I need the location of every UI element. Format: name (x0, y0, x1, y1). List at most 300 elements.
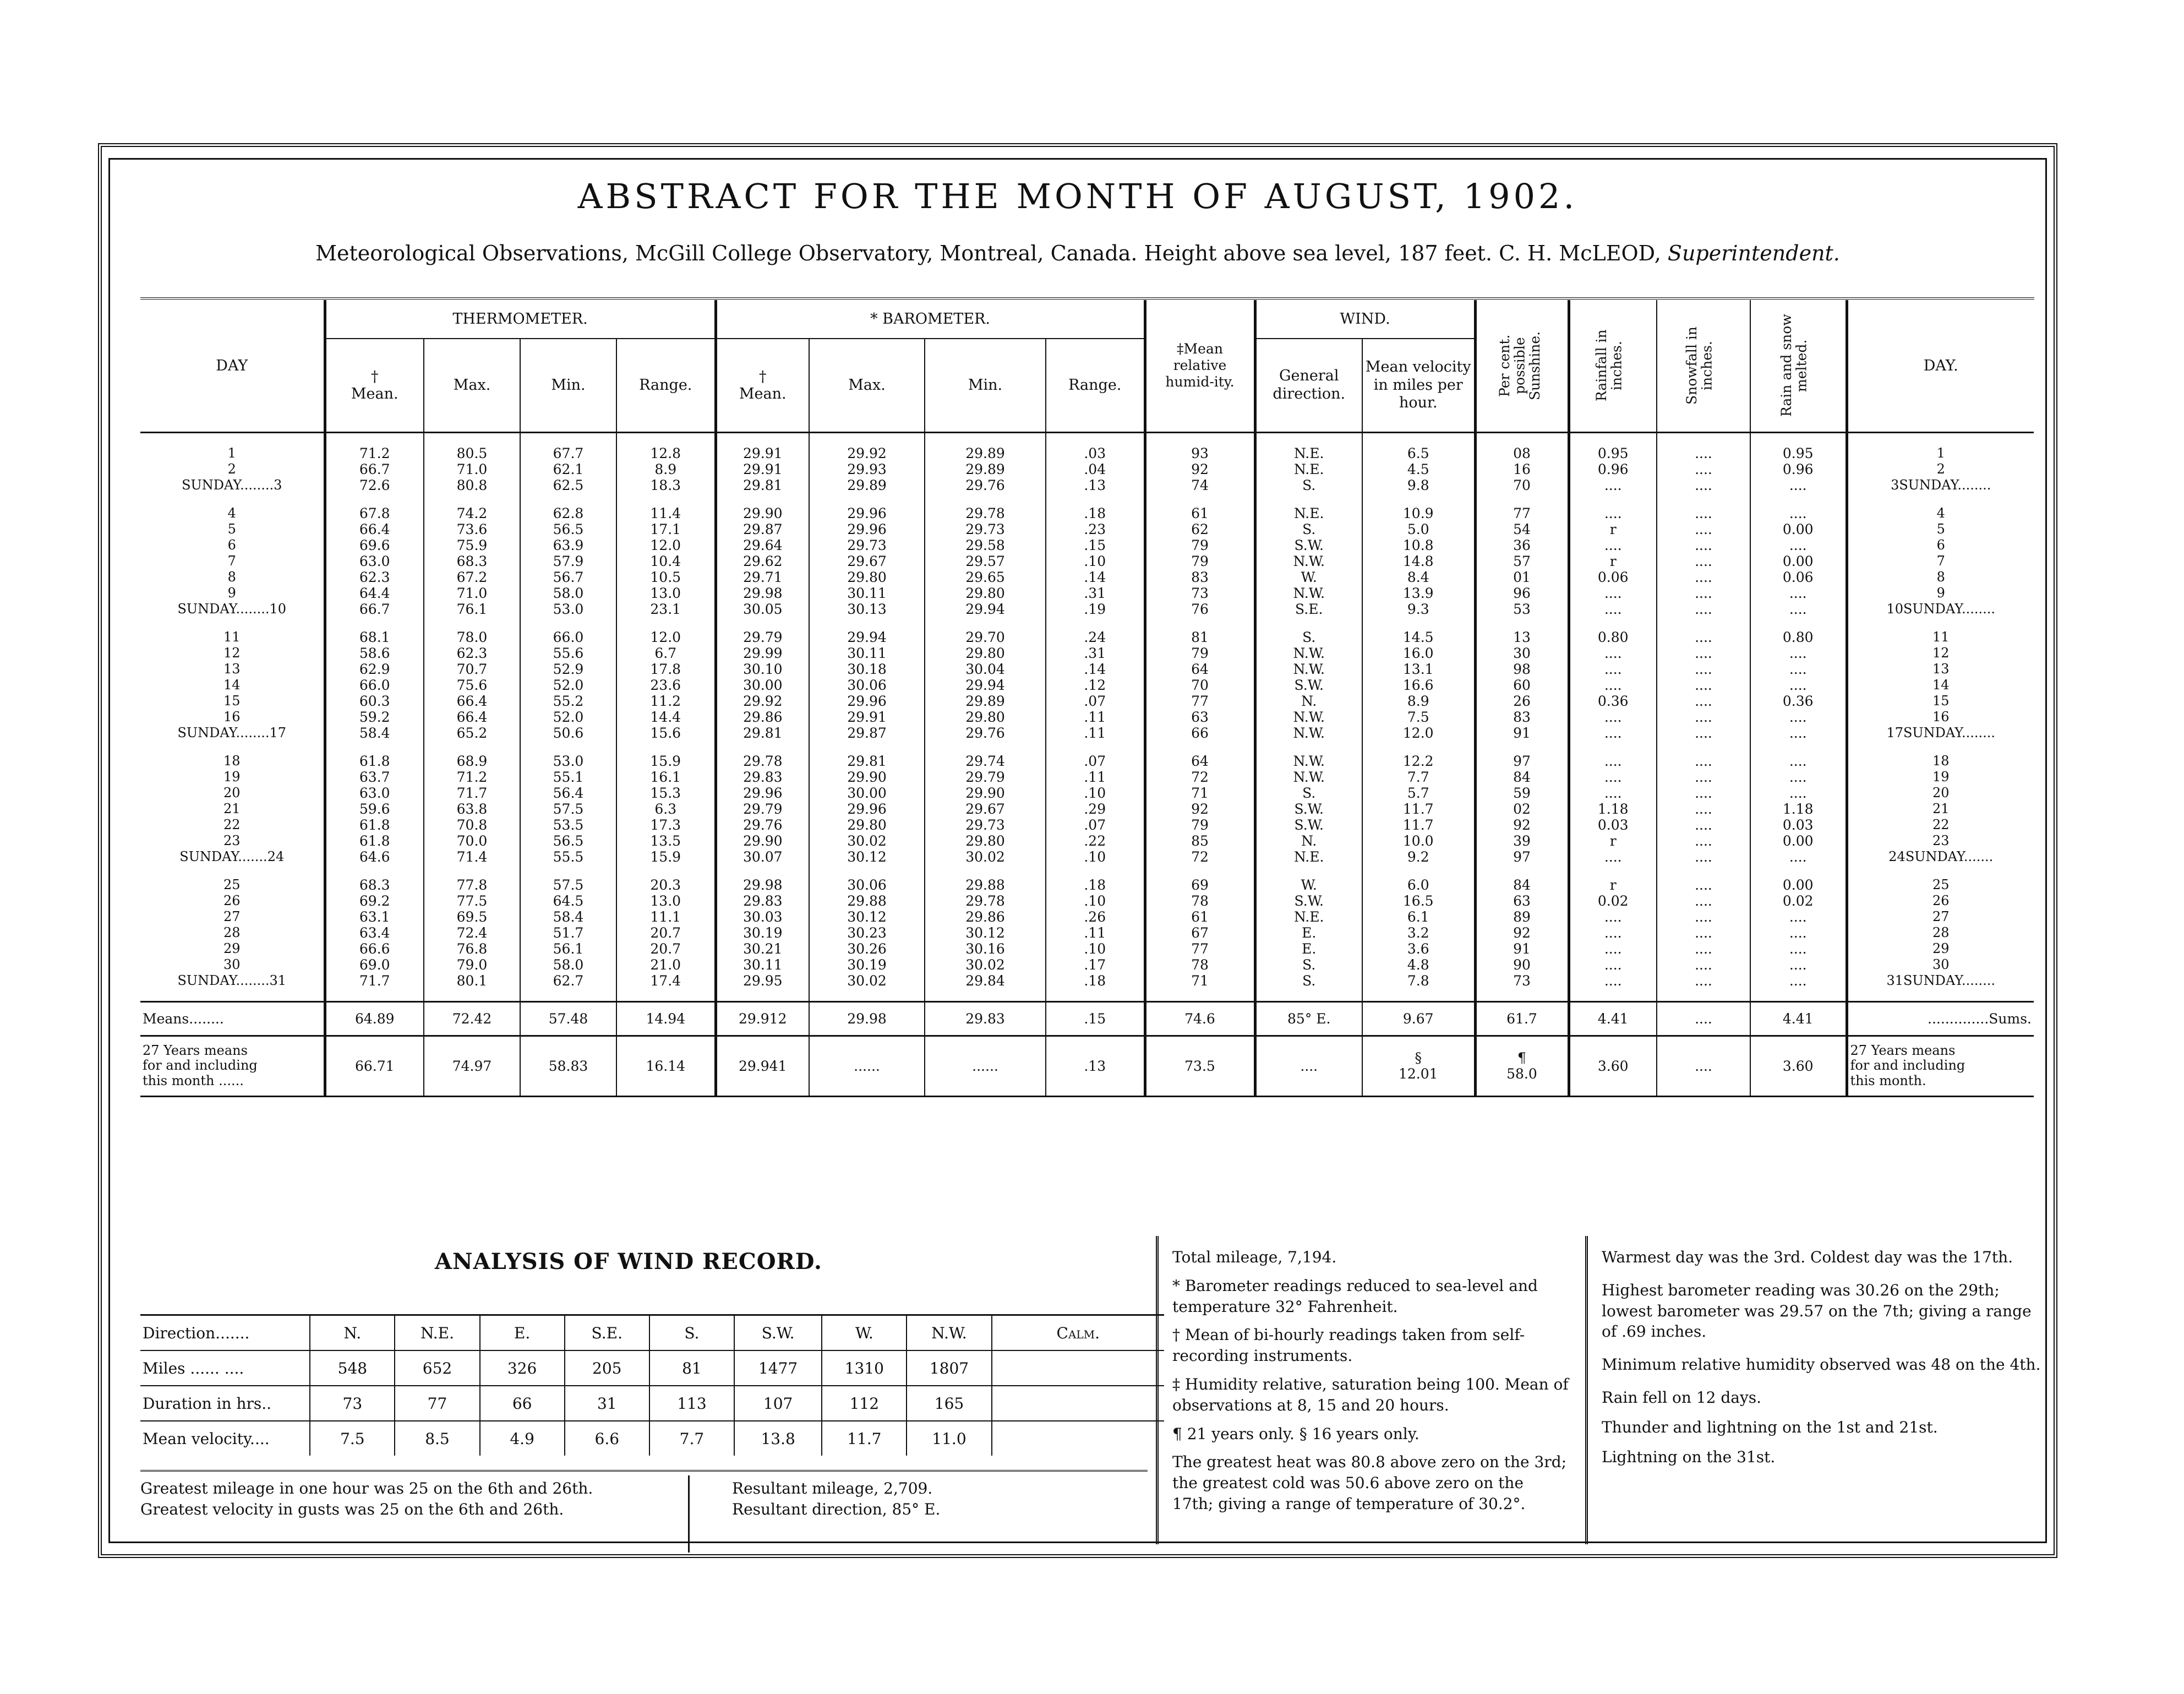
wind-row-label: Direction....... (140, 1315, 310, 1351)
cell-bm: 29.95 (716, 973, 809, 989)
gap-cell (1847, 432, 2034, 445)
gap-cell (1657, 741, 1750, 753)
cell-bm: 30.00 (716, 677, 809, 693)
row-gap (140, 865, 2034, 877)
cell-tx: 68.3 (424, 553, 520, 569)
baro-min-header: Min. (925, 339, 1046, 432)
page-title: ABSTRACT FOR THE MONTH OF AUGUST, 1902. (577, 176, 1578, 216)
cell-rs: .... (1750, 645, 1847, 661)
cell-s: 89 (1475, 909, 1569, 925)
cell-bx: 30.26 (809, 941, 925, 957)
cell-tn: 63.9 (520, 537, 616, 553)
day-label (140, 585, 325, 601)
cell-bn: 29.88 (925, 877, 1046, 893)
cell-rf: .... (1569, 645, 1657, 661)
cell-s: 39 (1475, 833, 1569, 849)
cell-tr: 20.7 (616, 925, 716, 941)
cell-tn: 62.8 (520, 505, 616, 521)
cell-rf: .... (1569, 661, 1657, 677)
gap-cell (809, 617, 925, 629)
cell-tn: 62.1 (520, 461, 616, 477)
cell-bm: 29.90 (716, 833, 809, 849)
cell-wd: E. (1255, 941, 1362, 957)
day-label (140, 833, 325, 849)
cell-wv: 9.8 (1362, 477, 1475, 493)
sunday-label: SUNDAY........ (177, 601, 270, 617)
cell-bx: 29.88 (809, 893, 925, 909)
note-humidity: ‡ Humidity relative, saturation being 100. Mean of observations at 8, 15 and 20 hours. (1172, 1375, 1569, 1414)
cell-tm: 66.4 (325, 521, 424, 537)
cell-tm: 69.2 (325, 893, 424, 909)
day-number-right: 18 (1932, 753, 1950, 769)
cell-bx: 29.87 (809, 725, 925, 741)
cell-s: 83 (1475, 709, 1569, 725)
cell-tx: 65.2 (424, 725, 520, 741)
day-label-right (1847, 909, 2034, 925)
cell-tr: 11.2 (616, 693, 716, 709)
cell-sf: .... (1657, 585, 1750, 601)
cell-bn: 29.76 (925, 477, 1046, 493)
cell-rs: .... (1750, 769, 1847, 785)
therm-min-header: Min. (520, 339, 616, 432)
cell-bm: 29.92 (716, 693, 809, 709)
gap-cell (1362, 617, 1475, 629)
cell-br: .07 (1046, 753, 1145, 769)
cell-h: 64 (1145, 753, 1255, 769)
cell-bx: 29.80 (809, 817, 925, 833)
cell-s: 16 (1475, 461, 1569, 477)
cell-rf: .... (1569, 941, 1657, 957)
cell-tr: 15.9 (616, 849, 716, 865)
cell-tn: 53.5 (520, 817, 616, 833)
cell-bx: 30.00 (809, 785, 925, 801)
cell-bx: 29.96 (809, 801, 925, 817)
day-number-right: 19 (1932, 769, 1950, 785)
gap-cell (325, 617, 424, 629)
gap-cell (1475, 432, 1569, 445)
cell-bm: 29.62 (716, 553, 809, 569)
cell-h: 72 (1145, 849, 1255, 865)
cell-tx: 80.8 (424, 477, 520, 493)
day-number: 19 (223, 769, 241, 785)
day-number: 30 (223, 957, 241, 972)
cell-bx: 29.91 (809, 709, 925, 725)
gap-cell (1847, 741, 2034, 753)
table-row (140, 709, 2034, 725)
day-label-right (1847, 629, 2034, 645)
superintendent-label: Superintendent. (1667, 241, 1840, 265)
gap-cell (1145, 741, 1255, 753)
cell-wv: 6.5 (1362, 445, 1475, 461)
cell-tn: 52.0 (520, 677, 616, 693)
cell-wv: 11.7 (1362, 801, 1475, 817)
cell-tx: 68.9 (424, 753, 520, 769)
wind-cell-velocity: 7.5 (310, 1421, 395, 1456)
years-bn-value: ...... (972, 1058, 998, 1074)
cell-bn: 30.04 (925, 661, 1046, 677)
means-bn: 29.83 (925, 1001, 1046, 1036)
day-number: 20 (223, 785, 241, 800)
cell-bx: 29.93 (809, 461, 925, 477)
cell-tr: 18.3 (616, 477, 716, 493)
wind-cell-velocity: 8.5 (395, 1421, 479, 1456)
table-row (140, 601, 2034, 617)
day-label-right (1847, 505, 2034, 521)
gap-cell (809, 989, 925, 1002)
cell-tm: 68.3 (325, 877, 424, 893)
cell-bm: 29.71 (716, 569, 809, 585)
table-row (140, 521, 2034, 537)
gap-cell (140, 617, 325, 629)
cell-tr: 21.0 (616, 957, 716, 973)
cell-tn: 52.0 (520, 709, 616, 725)
wind-cell-directions: E. (480, 1315, 565, 1351)
cell-tn: 56.4 (520, 785, 616, 801)
wind-cell-directions: S.E. (565, 1315, 649, 1351)
wind-cell-velocity (992, 1421, 1164, 1456)
wind-row-label: Mean velocity.... (140, 1421, 310, 1456)
day-label-right (1847, 785, 2034, 801)
cell-wv: 7.5 (1362, 709, 1475, 725)
cell-bx: 29.90 (809, 769, 925, 785)
table-row (140, 893, 2034, 909)
years-rs-value: 3.60 (1782, 1058, 1814, 1074)
cell-wd: N. (1255, 693, 1362, 709)
gap-cell (1475, 493, 1569, 505)
wind-cell-duration: 31 (565, 1386, 649, 1421)
cell-wd: N.W. (1255, 725, 1362, 741)
day-number-right: 17 (1886, 725, 1903, 740)
day-label-right (1847, 445, 2034, 461)
day-label-right (1847, 957, 2034, 973)
gap-cell (809, 432, 925, 445)
sunday-label-right: SUNDAY....... (1905, 849, 1994, 864)
gap-cell (925, 493, 1046, 505)
day-label (140, 909, 325, 925)
day-number-right: 31 (1886, 973, 1903, 988)
gap-cell (1046, 493, 1145, 505)
note-min-humidity: Minimum relative humidity observed was 48 on the 4th. (1602, 1355, 2041, 1374)
cell-tn: 62.5 (520, 477, 616, 493)
gap-cell (809, 493, 925, 505)
cell-br: .10 (1046, 553, 1145, 569)
cell-tn: 56.7 (520, 569, 616, 585)
cell-bn: 29.89 (925, 693, 1046, 709)
cell-tx: 76.8 (424, 941, 520, 957)
cell-sf: .... (1657, 553, 1750, 569)
cell-bm: 29.99 (716, 645, 809, 661)
gap-cell (1750, 989, 1847, 1002)
cell-tn: 51.7 (520, 925, 616, 941)
sunday-label: SUNDAY....... (179, 849, 267, 864)
table-row (140, 505, 2034, 521)
gap-cell (520, 493, 616, 505)
cell-h: 74 (1145, 477, 1255, 493)
cell-wd: N.W. (1255, 645, 1362, 661)
gap-cell (1255, 989, 1362, 1002)
cell-bx: 29.89 (809, 477, 925, 493)
wind-cell-directions: W. (822, 1315, 907, 1351)
cell-tx: 62.3 (424, 645, 520, 661)
cell-wd: E. (1255, 925, 1362, 941)
cell-h: 85 (1145, 833, 1255, 849)
gap-cell (1046, 989, 1145, 1002)
greatest-velocity-note: Greatest velocity in gusts was 25 on the 6th and 26th. (140, 1500, 564, 1518)
cell-tm: 58.4 (325, 725, 424, 741)
day-number-right: 11 (1932, 629, 1950, 645)
day-label-right (1847, 753, 2034, 769)
cell-rs: .... (1750, 925, 1847, 941)
wind-cell-velocity: 6.6 (565, 1421, 649, 1456)
gap-cell (140, 865, 325, 877)
cell-wd: N. (1255, 833, 1362, 849)
years-tr-value: 16.14 (646, 1058, 686, 1074)
subtitle-text: Meteorological Observations, McGill College Observatory, Montreal, Canada. Height above sea level, 187 feet. C. H. McLEOD, (315, 241, 1661, 265)
table-row (140, 833, 2034, 849)
cell-br: .14 (1046, 661, 1145, 677)
gap-cell (1750, 432, 1847, 445)
day-label (140, 693, 325, 709)
day-number: 27 (223, 909, 241, 924)
gap-cell (1362, 865, 1475, 877)
cell-rf: 0.02 (1569, 893, 1657, 909)
cell-bn: 29.86 (925, 909, 1046, 925)
day-right-header: DAY. (1847, 300, 2034, 432)
cell-rf: .... (1569, 537, 1657, 553)
wind-cell-miles: 326 (480, 1350, 565, 1386)
cell-tm: 68.1 (325, 629, 424, 645)
cell-s: 13 (1475, 629, 1569, 645)
cell-br: .23 (1046, 521, 1145, 537)
sunday-label: SUNDAY........ (182, 477, 274, 493)
gap-cell (1569, 617, 1657, 629)
cell-tn: 64.5 (520, 893, 616, 909)
day-label-right (1847, 817, 2034, 833)
cell-h: 92 (1145, 461, 1255, 477)
cell-bx: 29.73 (809, 537, 925, 553)
gap-cell (616, 865, 716, 877)
cell-h: 78 (1145, 957, 1255, 973)
cell-rf: 1.18 (1569, 801, 1657, 817)
day-number: 4 (227, 505, 236, 521)
day-number-right: 8 (1936, 569, 1945, 585)
cell-tn: 50.6 (520, 725, 616, 741)
cell-tn: 58.4 (520, 909, 616, 925)
wind-row-label: Miles ...... .... (140, 1350, 310, 1386)
gap-cell (1847, 865, 2034, 877)
day-label (140, 553, 325, 569)
cell-tx: 75.6 (424, 677, 520, 693)
cell-bm: 29.81 (716, 477, 809, 493)
cell-rs: 0.80 (1750, 629, 1847, 645)
cell-br: .12 (1046, 677, 1145, 693)
cell-s: 59 (1475, 785, 1569, 801)
cell-wd: N.W. (1255, 661, 1362, 677)
cell-s: 02 (1475, 801, 1569, 817)
cell-h: 79 (1145, 817, 1255, 833)
cell-wv: 6.1 (1362, 909, 1475, 925)
years-tx (424, 1036, 520, 1096)
gap-cell (1847, 493, 2034, 505)
cell-bn: 29.58 (925, 537, 1046, 553)
gap-cell (716, 865, 809, 877)
cell-rs: .... (1750, 785, 1847, 801)
cell-rf: 0.03 (1569, 817, 1657, 833)
day-label (140, 601, 325, 617)
means-rf: 4.41 (1569, 1001, 1657, 1036)
day-number: 6 (227, 537, 236, 553)
day-number-right: 24 (1888, 849, 1905, 864)
cell-tx: 71.0 (424, 585, 520, 601)
cell-tr: 12.0 (616, 629, 716, 645)
day-number: 26 (223, 893, 241, 908)
cell-rf: .... (1569, 601, 1657, 617)
cell-bm: 29.96 (716, 785, 809, 801)
means-s: 61.7 (1475, 1001, 1569, 1036)
gap-cell (716, 493, 809, 505)
cell-h: 93 (1145, 445, 1255, 461)
cell-wd: N.W. (1255, 753, 1362, 769)
cell-wd: S. (1255, 521, 1362, 537)
cell-bn: 29.94 (925, 601, 1046, 617)
cell-wd: S.W. (1255, 893, 1362, 909)
cell-wv: 9.3 (1362, 601, 1475, 617)
cell-s: 92 (1475, 925, 1569, 941)
gap-cell (140, 432, 325, 445)
cell-tm: 59.6 (325, 801, 424, 817)
cell-bn: 29.57 (925, 553, 1046, 569)
cell-bm: 29.86 (716, 709, 809, 725)
cell-wd: N.E. (1255, 909, 1362, 925)
cell-tx: 77.8 (424, 877, 520, 893)
day-label-right (1847, 521, 2034, 537)
gap-cell (616, 741, 716, 753)
wind-notes-divider (688, 1475, 690, 1553)
cell-bm: 29.98 (716, 585, 809, 601)
gap-cell (925, 432, 1046, 445)
cell-wv: 16.6 (1362, 677, 1475, 693)
years-rf (1569, 1036, 1657, 1096)
cell-tr: 6.7 (616, 645, 716, 661)
cell-bm: 30.03 (716, 909, 809, 925)
day-number-right: 21 (1932, 801, 1950, 816)
cell-wv: 16.5 (1362, 893, 1475, 909)
cell-rs: .... (1750, 505, 1847, 521)
wind-header: WIND. (1255, 300, 1475, 339)
wind-analysis-title: ANALYSIS OF WIND RECORD. (435, 1249, 822, 1274)
cell-s: 98 (1475, 661, 1569, 677)
day-label-right (1847, 973, 2034, 989)
day-number-right: 2 (1936, 461, 1945, 477)
cell-tx: 77.5 (424, 893, 520, 909)
cell-tx: 73.6 (424, 521, 520, 537)
day-label (140, 925, 325, 941)
cell-rf: .... (1569, 725, 1657, 741)
wind-direction-header: General direction. (1255, 339, 1362, 432)
day-number: 8 (227, 569, 236, 585)
cell-tm: 69.6 (325, 537, 424, 553)
cell-bm: 29.83 (716, 893, 809, 909)
gap-cell (1046, 432, 1145, 445)
cell-bn: 29.78 (925, 505, 1046, 521)
table-row (140, 553, 2034, 569)
day-label (140, 645, 325, 661)
table-row (140, 973, 2034, 989)
wind-cell-duration: 77 (395, 1386, 479, 1421)
cell-sf: .... (1657, 601, 1750, 617)
cell-rs: .... (1750, 941, 1847, 957)
gap-cell (1569, 989, 1657, 1002)
cell-br: .10 (1046, 941, 1145, 957)
cell-tr: 17.1 (616, 521, 716, 537)
therm-max-header: Max. (424, 339, 520, 432)
years-sf-value: .... (1695, 1058, 1712, 1074)
table-row (140, 785, 2034, 801)
means-h: 74.6 (1145, 1001, 1255, 1036)
cell-wd: S. (1255, 973, 1362, 989)
gap-cell (520, 741, 616, 753)
table-row (140, 909, 2034, 925)
years-bn (925, 1036, 1046, 1096)
gap-cell (1475, 989, 1569, 1002)
cell-wv: 5.0 (1362, 521, 1475, 537)
cell-tx: 71.2 (424, 769, 520, 785)
cell-bn: 29.80 (925, 709, 1046, 725)
gap-cell (1046, 865, 1145, 877)
gap-cell (424, 493, 520, 505)
wind-cell-duration: 165 (907, 1386, 991, 1421)
cell-rs: .... (1750, 477, 1847, 493)
day-label-right (1847, 693, 2034, 709)
gap-cell (1657, 865, 1750, 877)
baro-mean-label: Mean. (739, 385, 787, 402)
cell-h: 66 (1145, 725, 1255, 741)
cell-wd: N.E. (1255, 445, 1362, 461)
years-h-value: 73.5 (1184, 1058, 1215, 1074)
snowfall-header (1657, 300, 1750, 432)
notes-right (1602, 1247, 2042, 1467)
cell-sf: .... (1657, 973, 1750, 989)
wind-cell-directions: S. (649, 1315, 734, 1351)
gap-cell (424, 617, 520, 629)
years-bm-value: 29.941 (739, 1058, 787, 1074)
header-rule (140, 297, 2034, 299)
cell-bn: 29.74 (925, 753, 1046, 769)
sunshine-header (1475, 300, 1569, 432)
years-label (140, 1036, 325, 1096)
cell-rf: .... (1569, 585, 1657, 601)
years-wd (1255, 1036, 1362, 1096)
gap-cell (1657, 432, 1750, 445)
cell-tm: 71.7 (325, 973, 424, 989)
cell-tx: 71.0 (424, 461, 520, 477)
cell-bm: 30.11 (716, 957, 809, 973)
day-label-right (1847, 661, 2034, 677)
cell-sf: .... (1657, 941, 1750, 957)
bottom-divider-2 (1585, 1236, 1588, 1544)
cell-br: .03 (1046, 445, 1145, 461)
cell-tn: 58.0 (520, 585, 616, 601)
cell-br: .04 (1046, 461, 1145, 477)
gap-cell (140, 493, 325, 505)
day-number: 18 (223, 753, 241, 769)
cell-bn: 30.12 (925, 925, 1046, 941)
cell-rs: .... (1750, 957, 1847, 973)
cell-h: 76 (1145, 601, 1255, 617)
years-br (1046, 1036, 1145, 1096)
cell-rs: .... (1750, 753, 1847, 769)
cell-sf: .... (1657, 957, 1750, 973)
